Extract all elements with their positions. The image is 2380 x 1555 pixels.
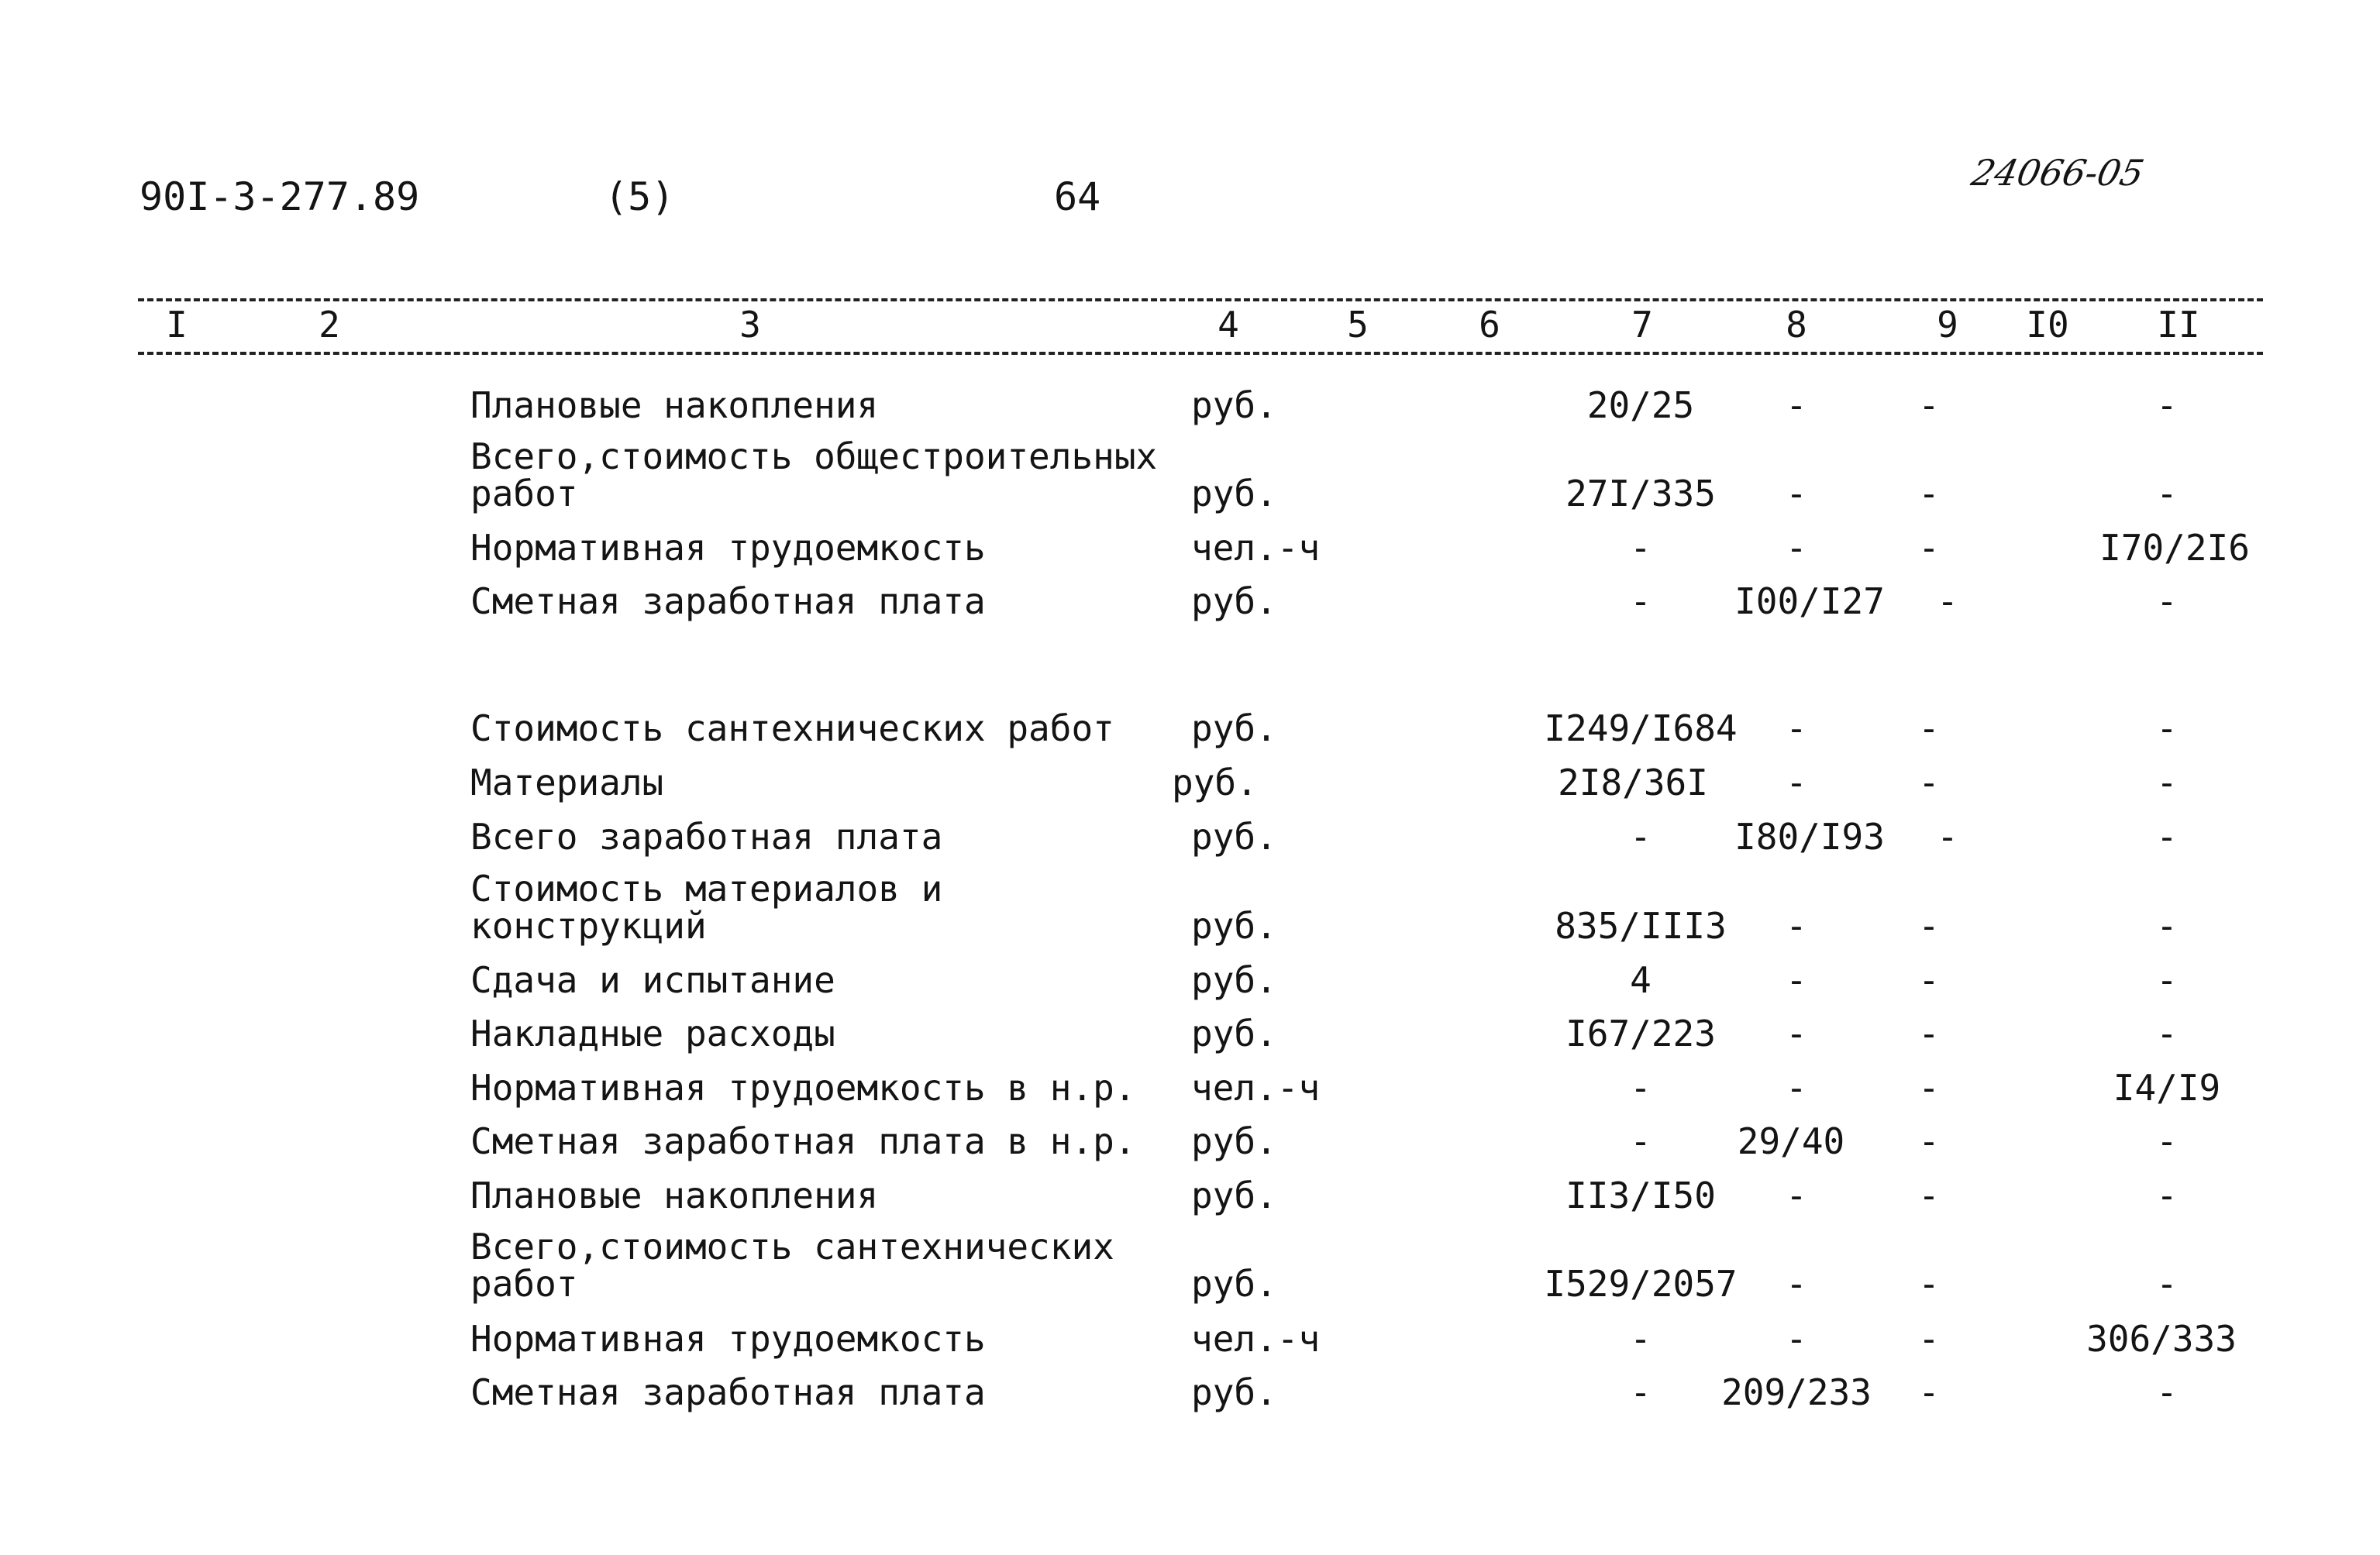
value-col-8: - bbox=[1786, 762, 1807, 803]
unit-cell: руб. bbox=[1191, 816, 1277, 858]
column-number: 7 bbox=[1631, 304, 1653, 346]
value-col-9: - bbox=[1937, 816, 1958, 858]
unit-cell: руб. bbox=[1191, 580, 1277, 622]
unit-cell: руб. bbox=[1172, 762, 1258, 803]
value-col-9: - bbox=[1918, 1067, 1940, 1109]
value-col-8: - bbox=[1786, 384, 1807, 426]
row-label: Накладные расходы bbox=[470, 1013, 835, 1054]
value-col-7: - bbox=[1630, 580, 1652, 622]
value-col-8: - bbox=[1786, 527, 1807, 569]
unit-cell: чел.-ч bbox=[1191, 527, 1321, 569]
value-col-7: - bbox=[1630, 527, 1652, 569]
row-label: Всего,стоимость сантехнических bbox=[470, 1226, 1114, 1268]
column-number: 5 bbox=[1347, 304, 1369, 346]
value-col-11: - bbox=[2156, 816, 2178, 858]
unit-cell: руб. bbox=[1191, 473, 1277, 514]
handwritten-mark: 24066-05 bbox=[1968, 152, 2148, 194]
value-col-9: - bbox=[1918, 1263, 1940, 1305]
header-dashed-rule-bottom bbox=[138, 352, 2263, 355]
value-col-11: - bbox=[2156, 1175, 2178, 1216]
row-label: Нормативная трудоемкость bbox=[470, 527, 986, 569]
value-col-9: - bbox=[1918, 959, 1940, 1001]
header-dashed-rule-top bbox=[138, 298, 2263, 301]
value-col-8: I80/I93 bbox=[1734, 816, 1885, 858]
page-number: 64 bbox=[1054, 174, 1101, 219]
value-col-7: - bbox=[1630, 1120, 1652, 1162]
unit-cell: руб. bbox=[1191, 905, 1277, 947]
unit-cell: чел.-ч bbox=[1191, 1067, 1321, 1109]
unit-cell: руб. bbox=[1191, 1013, 1277, 1054]
value-col-11: - bbox=[2156, 1371, 2178, 1413]
row-label: Нормативная трудоемкость в н.р. bbox=[470, 1067, 1136, 1109]
value-col-7: - bbox=[1630, 816, 1652, 858]
unit-cell: чел.-ч bbox=[1191, 1318, 1321, 1360]
row-label: работ bbox=[470, 473, 578, 514]
value-col-9: - bbox=[1918, 1013, 1940, 1054]
row-label: Стоимость сантехнических работ bbox=[470, 707, 1114, 749]
value-col-11: - bbox=[2156, 762, 2178, 803]
value-col-8: - bbox=[1786, 707, 1807, 749]
value-col-9: - bbox=[1918, 905, 1940, 947]
value-col-11: I4/I9 bbox=[2113, 1067, 2221, 1109]
unit-cell: руб. bbox=[1191, 707, 1277, 749]
unit-cell: руб. bbox=[1191, 959, 1277, 1001]
value-col-11: - bbox=[2156, 905, 2178, 947]
value-col-9: - bbox=[1918, 1318, 1940, 1360]
value-col-11: - bbox=[2156, 1013, 2178, 1054]
row-label: работ bbox=[470, 1263, 578, 1305]
value-col-7: 4 bbox=[1630, 959, 1652, 1001]
value-col-11: - bbox=[2156, 384, 2178, 426]
value-col-7: II3/I50 bbox=[1565, 1175, 1716, 1216]
value-col-8: - bbox=[1786, 1067, 1807, 1109]
row-label: Плановые накопления bbox=[470, 384, 879, 426]
value-col-9: - bbox=[1918, 1175, 1940, 1216]
value-col-11: - bbox=[2156, 707, 2178, 749]
row-label: Сдача и испытание bbox=[470, 959, 835, 1001]
value-col-7: 2I8/36I bbox=[1558, 762, 1708, 803]
value-col-7: - bbox=[1630, 1371, 1652, 1413]
column-number: 9 bbox=[1937, 304, 1958, 346]
row-label: Нормативная трудоемкость bbox=[470, 1318, 986, 1360]
value-col-7: - bbox=[1630, 1318, 1652, 1360]
unit-cell: руб. bbox=[1191, 1175, 1277, 1216]
column-number: 6 bbox=[1479, 304, 1500, 346]
value-col-7: 27I/335 bbox=[1565, 473, 1716, 514]
unit-cell: руб. bbox=[1191, 1263, 1277, 1305]
value-col-11: - bbox=[2156, 1263, 2178, 1305]
row-label: Сметная заработная плата в н.р. bbox=[470, 1120, 1136, 1162]
value-col-9: - bbox=[1937, 580, 1958, 622]
value-col-7: 20/25 bbox=[1586, 384, 1695, 426]
unit-cell: руб. bbox=[1191, 1120, 1277, 1162]
value-col-8: - bbox=[1786, 473, 1807, 514]
value-col-7: I529/2057 bbox=[1544, 1263, 1738, 1305]
value-col-8: I00/I27 bbox=[1734, 580, 1885, 622]
column-number: I bbox=[166, 304, 188, 346]
row-label: Всего заработная плата bbox=[470, 816, 943, 858]
row-label: конструкций bbox=[470, 905, 707, 947]
value-col-11: 306/333 bbox=[2086, 1318, 2237, 1360]
row-label: Материалы bbox=[470, 762, 664, 803]
value-col-9: - bbox=[1918, 1120, 1940, 1162]
value-col-9: - bbox=[1918, 762, 1940, 803]
value-col-8: 209/233 bbox=[1721, 1371, 1872, 1413]
value-col-11: - bbox=[2156, 473, 2178, 514]
column-number: 4 bbox=[1218, 304, 1239, 346]
column-number: I0 bbox=[2026, 304, 2069, 346]
value-col-7: 835/III3 bbox=[1555, 905, 1727, 947]
value-col-9: - bbox=[1918, 707, 1940, 749]
section-number: (5) bbox=[604, 174, 675, 219]
value-col-7: I249/I684 bbox=[1544, 707, 1738, 749]
value-col-9: - bbox=[1918, 384, 1940, 426]
value-col-8: - bbox=[1786, 1175, 1807, 1216]
value-col-7: - bbox=[1630, 1067, 1652, 1109]
column-number: 3 bbox=[739, 304, 761, 346]
document-number: 90I-3-277.89 bbox=[139, 174, 420, 219]
value-col-8: - bbox=[1786, 1263, 1807, 1305]
row-label: Плановые накопления bbox=[470, 1175, 879, 1216]
value-col-11: I70/2I6 bbox=[2099, 527, 2250, 569]
value-col-8: 29/40 bbox=[1737, 1120, 1845, 1162]
value-col-9: - bbox=[1918, 1371, 1940, 1413]
value-col-9: - bbox=[1918, 473, 1940, 514]
value-col-8: - bbox=[1786, 905, 1807, 947]
value-col-11: - bbox=[2156, 580, 2178, 622]
value-col-8: - bbox=[1786, 1318, 1807, 1360]
column-number: 8 bbox=[1786, 304, 1807, 346]
value-col-8: - bbox=[1786, 959, 1807, 1001]
unit-cell: руб. bbox=[1191, 384, 1277, 426]
unit-cell: руб. bbox=[1191, 1371, 1277, 1413]
column-number: II bbox=[2157, 304, 2200, 346]
row-label: Сметная заработная плата bbox=[470, 580, 986, 622]
value-col-8: - bbox=[1786, 1013, 1807, 1054]
value-col-9: - bbox=[1918, 527, 1940, 569]
value-col-7: I67/223 bbox=[1565, 1013, 1716, 1054]
column-number: 2 bbox=[319, 304, 340, 346]
row-label: Всего,стоимость общестроительных bbox=[470, 435, 1158, 477]
value-col-11: - bbox=[2156, 959, 2178, 1001]
row-label: Сметная заработная плата bbox=[470, 1371, 986, 1413]
row-label: Стоимость материалов и bbox=[470, 868, 943, 910]
value-col-11: - bbox=[2156, 1120, 2178, 1162]
